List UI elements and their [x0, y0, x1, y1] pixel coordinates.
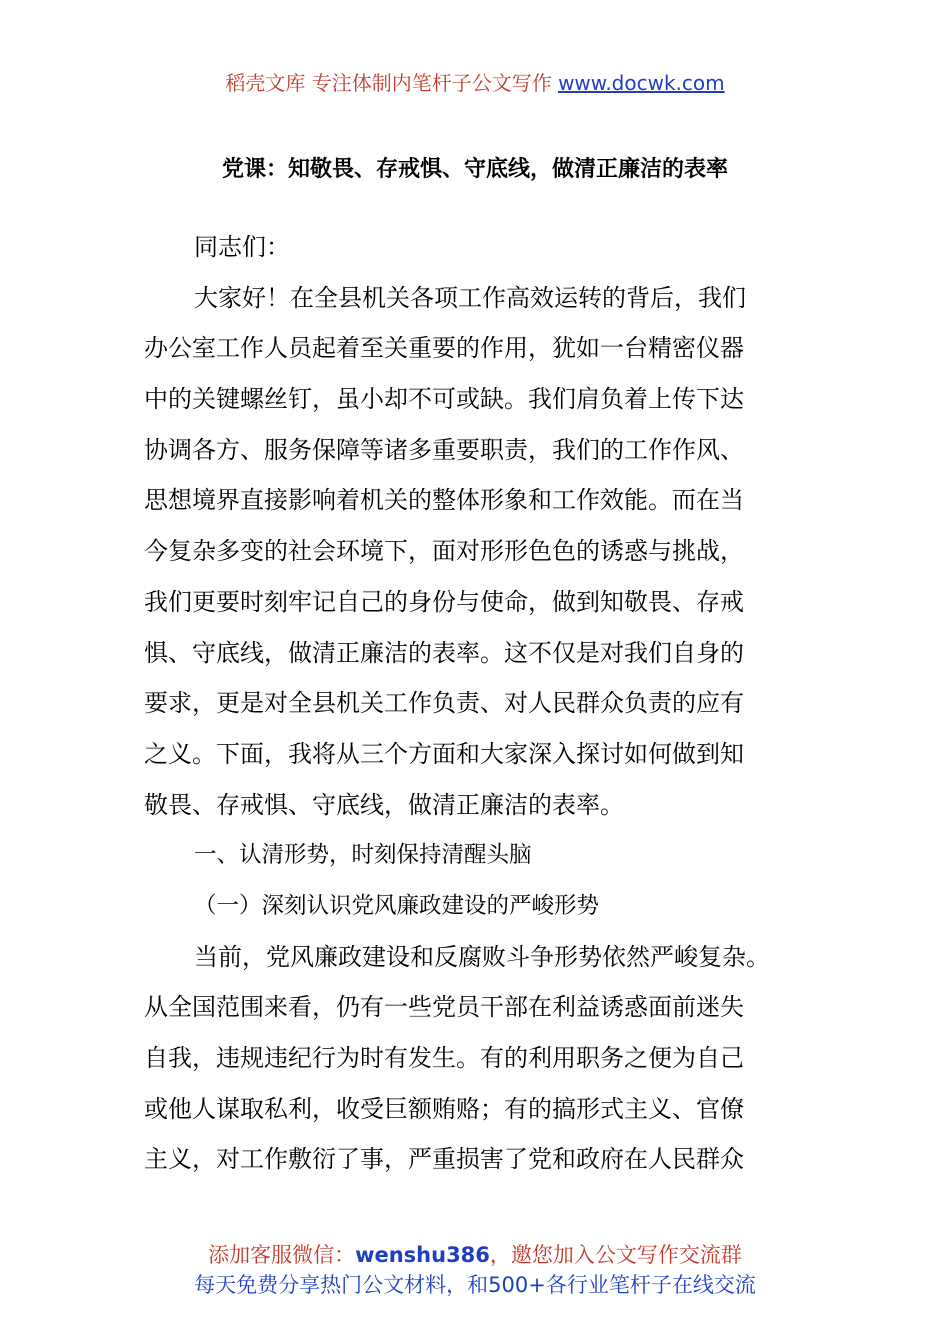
- page-footer: [0, 1240, 950, 1300]
- paragraph-line: 或他人谋取私利，收受巨额贿赂；有的搞形式主义、官僚: [144, 1094, 744, 1123]
- footer-wechat-prefix: 添加客服微信：: [208, 1243, 356, 1267]
- footer-line-wechat: [0, 1240, 950, 1270]
- paragraph-line: 要求，更是对全县机关工作负责、对人民群众负责的应有: [144, 689, 744, 718]
- footer-wechat-suffix: ，邀您加入公文写作交流群: [489, 1243, 742, 1267]
- paragraph-line: 主义，对工作敷衍了事，严重损害了党和政府在人民群众: [144, 1145, 744, 1174]
- section-heading: 一、认清形势，时刻保持清醒头脑: [194, 842, 532, 869]
- header-website-link[interactable]: www.docwk.com: [558, 71, 725, 95]
- header-brand-text: 稻壳文库 专注体制内笔杆子公文写作: [225, 71, 552, 95]
- paragraph-line: 从全国范围来看，仍有一些党员干部在利益诱惑面前迷失: [144, 993, 744, 1022]
- footer-line-share: 每天免费分享热门公文材料，和500+各行业笔杆子在线交流: [194, 1273, 756, 1297]
- paragraph-line: 大家好！在全县机关各项工作高效运转的背后，我们: [194, 283, 746, 312]
- footer-wechat-id: wenshu386: [355, 1243, 490, 1267]
- paragraph-line: 我们更要时刻牢记自己的身份与使命，做到知敬畏、存戒: [144, 587, 744, 616]
- paragraph-line: 敬畏、存戒惧、守底线，做清正廉洁的表率。: [144, 790, 624, 819]
- paragraph-line: 惧、守底线，做清正廉洁的表率。这不仅是对我们自身的: [144, 638, 744, 667]
- subsection-heading: （一）深刻认识党风廉政建设的严峻形势: [194, 892, 600, 919]
- paragraph-line: 之义。下面，我将从三个方面和大家深入探讨如何做到知: [144, 739, 744, 768]
- paragraph-line: 当前，党风廉政建设和反腐败斗争形势依然严峻复杂。: [194, 942, 770, 971]
- document-title: 党课：知敬畏、存戒惧、守底线，做清正廉洁的表率: [221, 157, 728, 182]
- page-header: [0, 68, 950, 98]
- document-body: [144, 222, 844, 1185]
- paragraph-line: 自我，违规违纪行为时有发生。有的利用职务之便为自己: [144, 1044, 744, 1072]
- paragraph-line: 思想境界直接影响着机关的整体形象和工作效能。而在当: [144, 486, 744, 515]
- paragraph-line: 今复杂多变的社会环境下，面对形形色色的诱惑与挑战，: [144, 537, 744, 566]
- salutation: 同志们：: [194, 233, 290, 261]
- paragraph-line: 办公室工作人员起着至关重要的作用，犹如一台精密仪器: [144, 334, 744, 363]
- paragraph-line: 中的关键螺丝钉，虽小却不可或缺。我们肩负着上传下达: [144, 385, 744, 414]
- paragraph-line: 协调各方、服务保障等诸多重要职责，我们的工作作风、: [144, 435, 744, 464]
